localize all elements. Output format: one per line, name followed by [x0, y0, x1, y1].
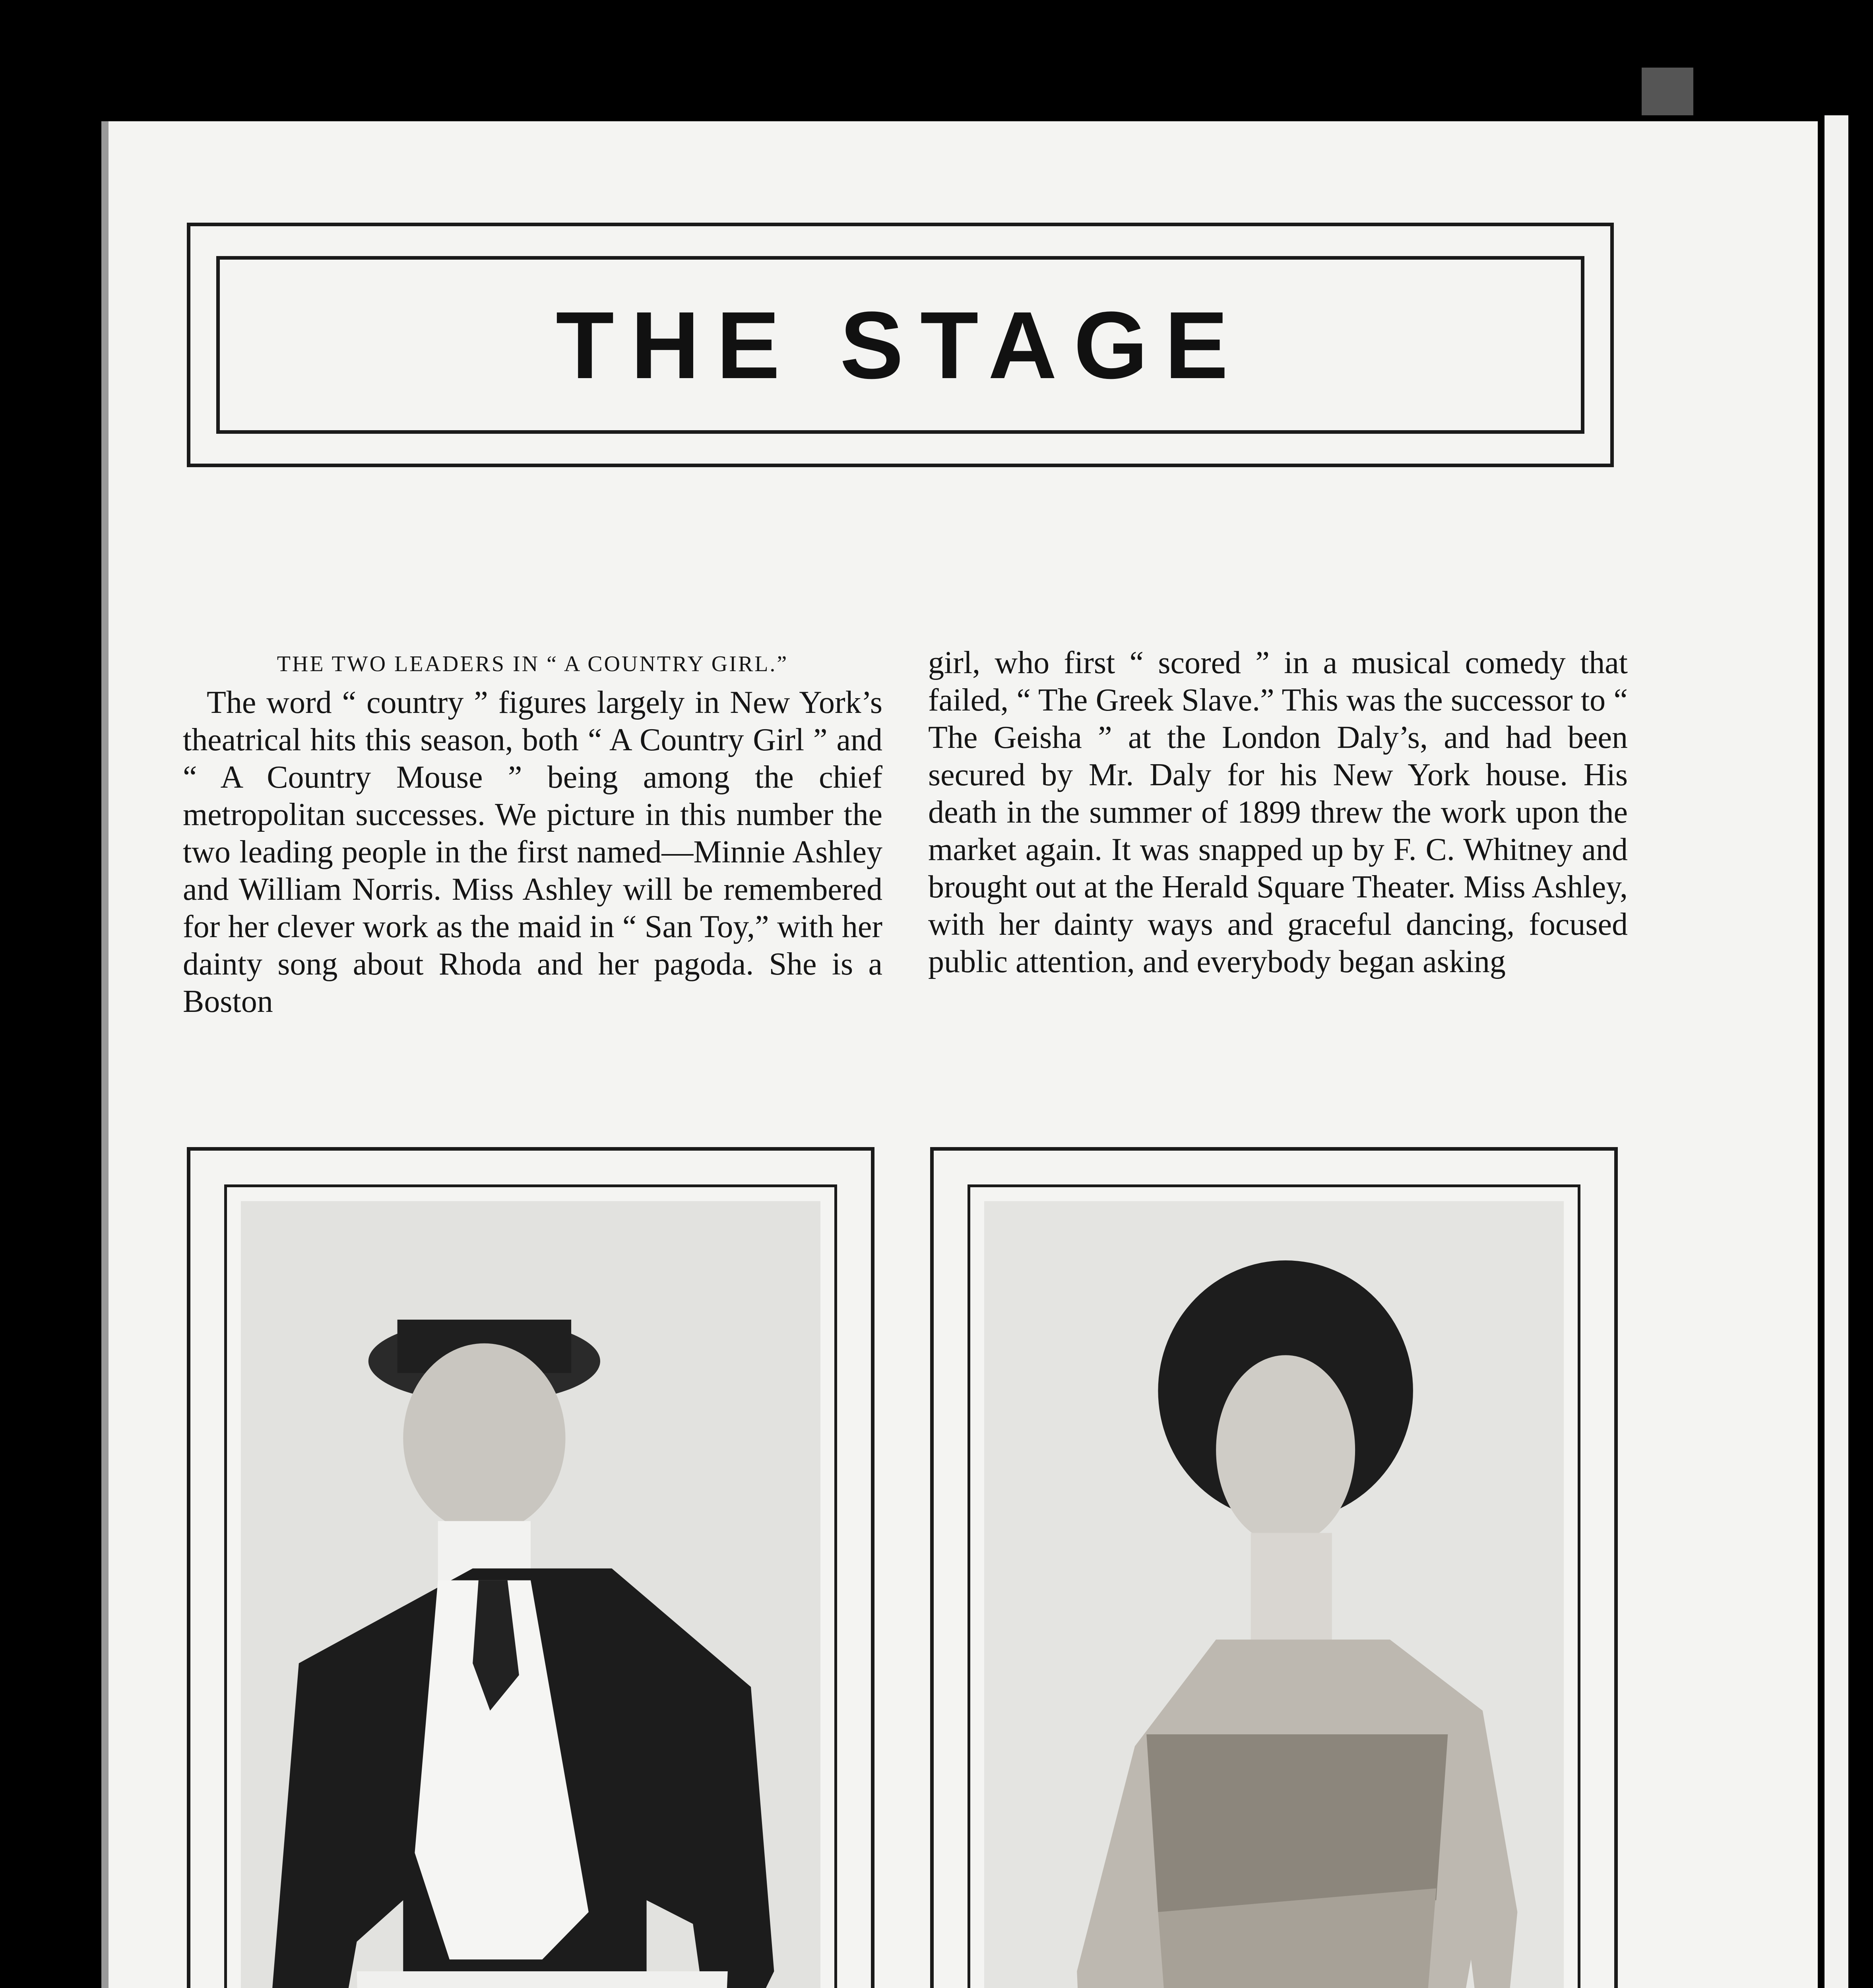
masthead-inner-frame: [216, 256, 1584, 434]
article-column-right: [928, 644, 1628, 980]
portrait-photo-ashley: [984, 1201, 1564, 1988]
page-title: THE STAGE: [556, 291, 1245, 398]
photo-inner-frame: [224, 1184, 837, 1988]
photo-frame-norris: [187, 1147, 874, 1988]
facing-page-strip: [1825, 115, 1848, 1988]
article-column-left: [183, 644, 882, 1020]
portrait-photo-norris: [241, 1201, 820, 1988]
photo-inner-frame: [968, 1184, 1580, 1988]
article-heading: THE TWO LEADERS IN “ A COUNTRY GIRL.”: [277, 652, 789, 676]
article-text-left: The word “ country ” figures largely in New York’s theatrical hits this season, both “ A Country Girl ” and “ A Country Mouse ” being among the chief metropolitan successes. We picture in this number the two leading people in the first named—Minnie Ashley and William Norris. Miss Ashley will be remembered for her clever work as the maid in “ San Toy,” with her dainty song about Rhoda and her pagoda. She is a Boston: [183, 685, 882, 1019]
masthead-frame: [187, 223, 1614, 467]
page-edge-mark: [1642, 68, 1693, 115]
photo-frame-ashley: [930, 1147, 1618, 1988]
article-text-right: girl, who first “ scored ” in a musical comedy that failed, “ The Greek Slave.” This was the successor to “ The Geisha ” at the London Daly’s, and had been secured by Mr. Daly for his New York house. His death in the summer of 1899 threw the work upon the market again. It was snapped up by F. C. Whitney and brought out at the Herald Square Theater. Miss Ashley, with her dainty ways and graceful dancing, focused public attention, and everybody began asking: [928, 645, 1628, 979]
